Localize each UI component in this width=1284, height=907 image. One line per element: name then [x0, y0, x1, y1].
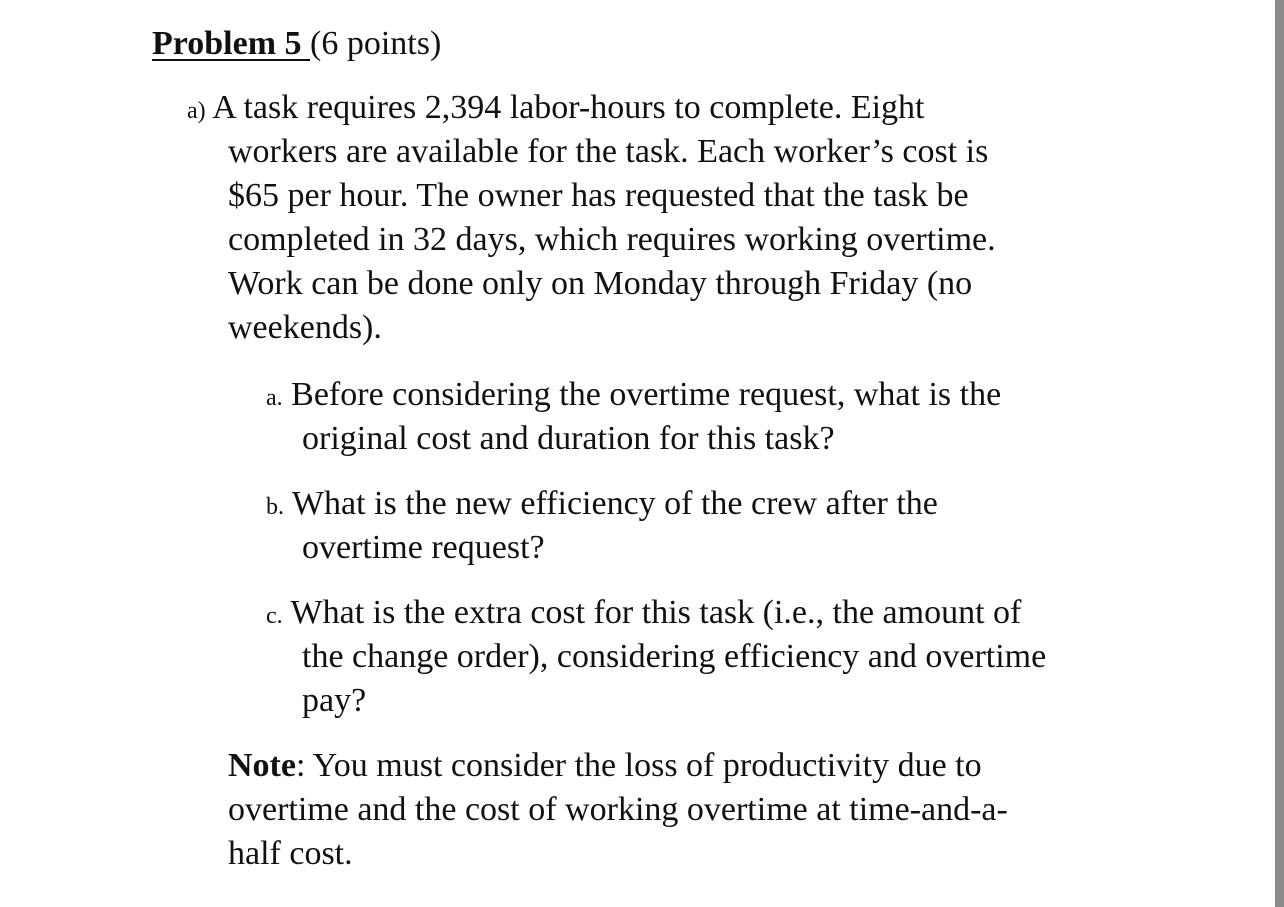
part-a-line-4: completed in 32 days, which requires working overtime.: [228, 221, 996, 258]
part-a-marker: a): [187, 98, 206, 124]
question-b: [266, 482, 938, 526]
note-line-3: half cost.: [228, 835, 353, 872]
question-a-marker: a.: [266, 385, 283, 411]
problem-title: [152, 24, 441, 64]
question-c-line-1: c. What is the extra cost for this task (i.e., the amount of: [266, 594, 1022, 631]
note-line-1: Note: You must consider the loss of productivity due to: [228, 747, 982, 784]
question-a: [266, 373, 1001, 417]
page-edge-divider: [1275, 0, 1284, 907]
problem-points: (6 points): [310, 25, 442, 62]
question-c-line-3: pay?: [302, 682, 367, 719]
part-a-intro: [187, 86, 925, 130]
question-c: [266, 591, 1021, 635]
question-b-line-1: b. What is the new efficiency of the crew after the: [266, 485, 938, 522]
question-c-line-2: the change order), considering efficiency and overtime: [302, 638, 1047, 675]
question-a-continuation: [302, 417, 835, 461]
part-a-line-6: weekends).: [228, 309, 382, 346]
question-a-line-1: a. Before considering the overtime request, what is the: [266, 376, 1002, 413]
note-block: [228, 744, 1008, 876]
problem-number: Problem 5: [152, 25, 311, 62]
part-a-continuation: [228, 130, 996, 350]
question-c-continuation: [302, 635, 1046, 723]
part-a-line-2: workers are available for the task. Each worker’s cost is: [228, 133, 989, 170]
part-a-line-5: Work can be done only on Monday through Friday (no: [228, 265, 973, 302]
question-a-line-2: original cost and duration for this task?: [302, 420, 835, 457]
question-c-marker: c.: [266, 603, 283, 629]
part-a-line-3: $65 per hour. The owner has requested that the task be: [228, 177, 969, 214]
question-b-line-2: overtime request?: [302, 529, 545, 566]
question-b-marker: b.: [266, 494, 284, 520]
note-label: Note: [228, 747, 296, 784]
note-line-2: overtime and the cost of working overtime at time-and-a-: [228, 791, 1008, 828]
question-b-continuation: [302, 526, 545, 570]
part-a-line-1: a) A task requires 2,394 labor-hours to complete. Eight: [187, 89, 925, 126]
